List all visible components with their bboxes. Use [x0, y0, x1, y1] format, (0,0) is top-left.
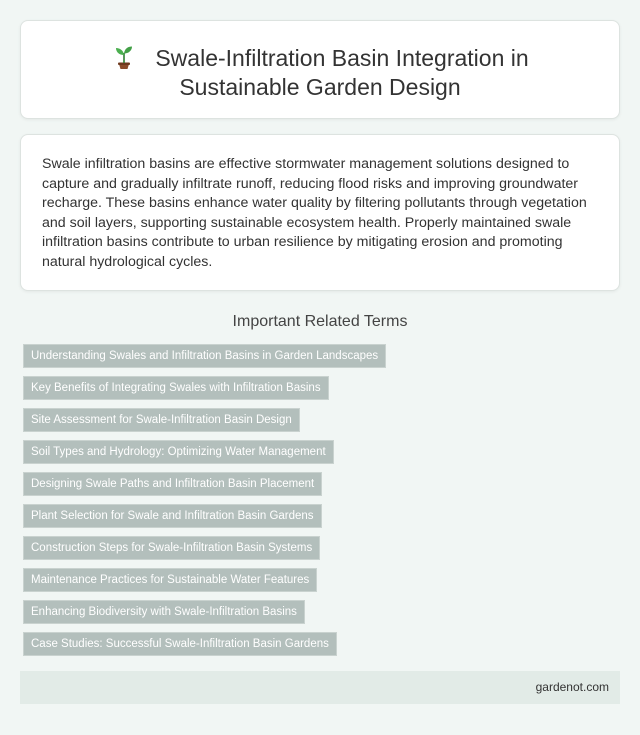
- related-term-link[interactable]: Construction Steps for Swale-Infiltration Basin Systems: [23, 536, 320, 560]
- title-line-1: [21, 44, 619, 73]
- related-term-link[interactable]: Case Studies: Successful Swale-Infiltration Basin Gardens: [23, 632, 337, 656]
- related-term-link[interactable]: Maintenance Practices for Sustainable Water Features: [23, 568, 317, 592]
- related-term-link[interactable]: Designing Swale Paths and Infiltration Basin Placement: [23, 472, 322, 496]
- header-card: [20, 20, 620, 119]
- related-term-link[interactable]: Soil Types and Hydrology: Optimizing Water Management: [23, 440, 334, 464]
- intro-paragraph: Swale infiltration basins are effective stormwater management solutions designed to capture and gradually infiltrate runoff, reducing flood risks and improving groundwater recharge. These basins enhance water quality by filtering pollutants through vegetation and soil layers, supporting sustainable ecosystem health. Properly maintained swale infiltration basins contribute to urban resilience by mitigating erosion and promoting natural hydrological cycles.: [42, 156, 587, 270]
- related-terms-list: [23, 344, 386, 664]
- related-term-link[interactable]: Site Assessment for Swale-Infiltration Basin Design: [23, 408, 300, 432]
- related-term-link[interactable]: Understanding Swales and Infiltration Basins in Garden Landscapes: [23, 344, 386, 368]
- intro-card: [20, 134, 620, 291]
- title-text-2: Sustainable Garden Design: [179, 74, 461, 100]
- sprout-icon: [111, 44, 137, 70]
- related-term-link[interactable]: Enhancing Biodiversity with Swale-Infiltration Basins: [23, 600, 305, 624]
- related-term-link[interactable]: Plant Selection for Swale and Infiltration Basin Gardens: [23, 504, 322, 528]
- page-title: [21, 44, 619, 102]
- related-term-link[interactable]: Key Benefits of Integrating Swales with Infiltration Basins: [23, 376, 329, 400]
- site-link[interactable]: gardenot.com: [535, 680, 609, 694]
- title-text-1: Swale-Infiltration Basin Integration in: [155, 45, 529, 71]
- related-terms-heading: Important Related Terms: [232, 313, 408, 330]
- footer: [20, 671, 620, 704]
